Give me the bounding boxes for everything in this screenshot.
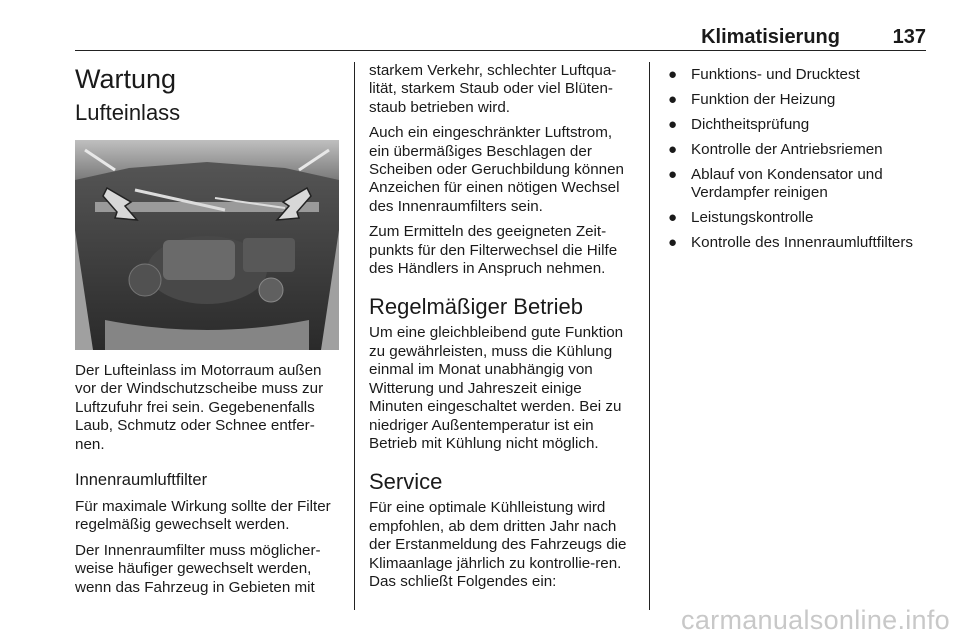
bullet-icon: ● [668,66,678,83]
bullet-icon: ● [668,90,678,108]
column-1 [75,62,343,604]
paragraph-filter-1: Für maximale Wirkung sollte der Filter regelmäßig gewechselt werden. [75,498,331,534]
paragraph-lufteinlass: Der Lufteinlass im Motorraum außen vor der Windschutzscheibe muss zur Luftzufuhr frei sein. Gegebenenfalls Laub, Schmutz oder Schnee entfer-nen. [75,362,324,453]
column-2 [369,62,635,598]
bullet-icon: ● [668,165,678,183]
column-divider-1 [354,62,355,610]
paragraph-filter-2: Der Innenraumfilter muss möglicher-weise häufiger gewechselt werden, wenn das Fahrzeug in Gebieten mit [75,541,321,596]
watermark: carmanualsonline.info [681,605,950,635]
bullet-icon: ● [668,115,678,133]
list-item: ● Ablauf von Kondensator und Verdampfer reinigen [668,165,883,202]
list-item: ● Funktions- und Drucktest [668,66,860,83]
heading-service: Service [369,469,443,495]
column-3 [665,62,930,259]
bullet-icon: ● [668,208,678,226]
paragraph-service: Für eine optimale Kühlleistung wird empfohlen, ab dem dritten Jahr nach der Erstanmeldung des Fahrzeugs die Klimaanlage jährlich zu kontrollie-ren. Das schließt Folgendes ein: [369,499,627,590]
subtitle-lufteinlass: Lufteinlass [75,100,181,125]
bullet-icon: ● [668,233,678,251]
page-number: 137 [892,26,926,48]
page-header [75,26,926,51]
list-item: ● Leistungskontrolle [668,208,814,226]
engine-bay-illustration [75,140,339,350]
bullet-icon: ● [668,140,678,158]
section-title: Klimatisierung [701,26,840,48]
column-divider-2 [649,62,650,610]
page-title: Wartung [75,64,177,94]
paragraph-filterwechsel: Zum Ermitteln des geeigneten Zeit-punkts für den Filterwechsel die Hilfe des Händlers in Anspruch nehmen. [369,223,618,278]
service-checklist [665,66,930,252]
heading-innenraumluftfilter: Innenraumluftfilter [75,471,208,490]
list-item: ● Funktion der Heizung [668,90,836,108]
engine-bay-photo [75,140,339,350]
paragraph-betrieb: Um eine gleichbleibend gute Funktion zu gewährleisten, muss die Kühlung einmal im Monat unabhängig von Witterung und Jahreszeit einige Minuten eingeschaltet werden. Bei zu niedriger Außentemperatur ist ein Betrieb mit Kühlung nicht möglich. [369,324,624,452]
list-item: ● Kontrolle des Innenraumluftfilters [668,233,914,251]
list-item: ● Dichtheitsprüfung [668,115,810,133]
list-item: ● Kontrolle der Antriebsriemen [668,140,883,158]
heading-regelmaessiger-betrieb: Regelmäßiger Betrieb [369,294,583,320]
paragraph-luftstrom: Auch ein eingeschränkter Luftstrom, ein übermäßiges Beschlagen der Scheiben oder Geruchbildung können Anzeichen für einen nötigen Wechsel des Innenraumfilters sein. [369,124,624,215]
paragraph-continuation: starkem Verkehr, schlechter Luftqua-lität, starkem Staub oder viel Blüten-staub betrieben wird. [369,62,617,116]
